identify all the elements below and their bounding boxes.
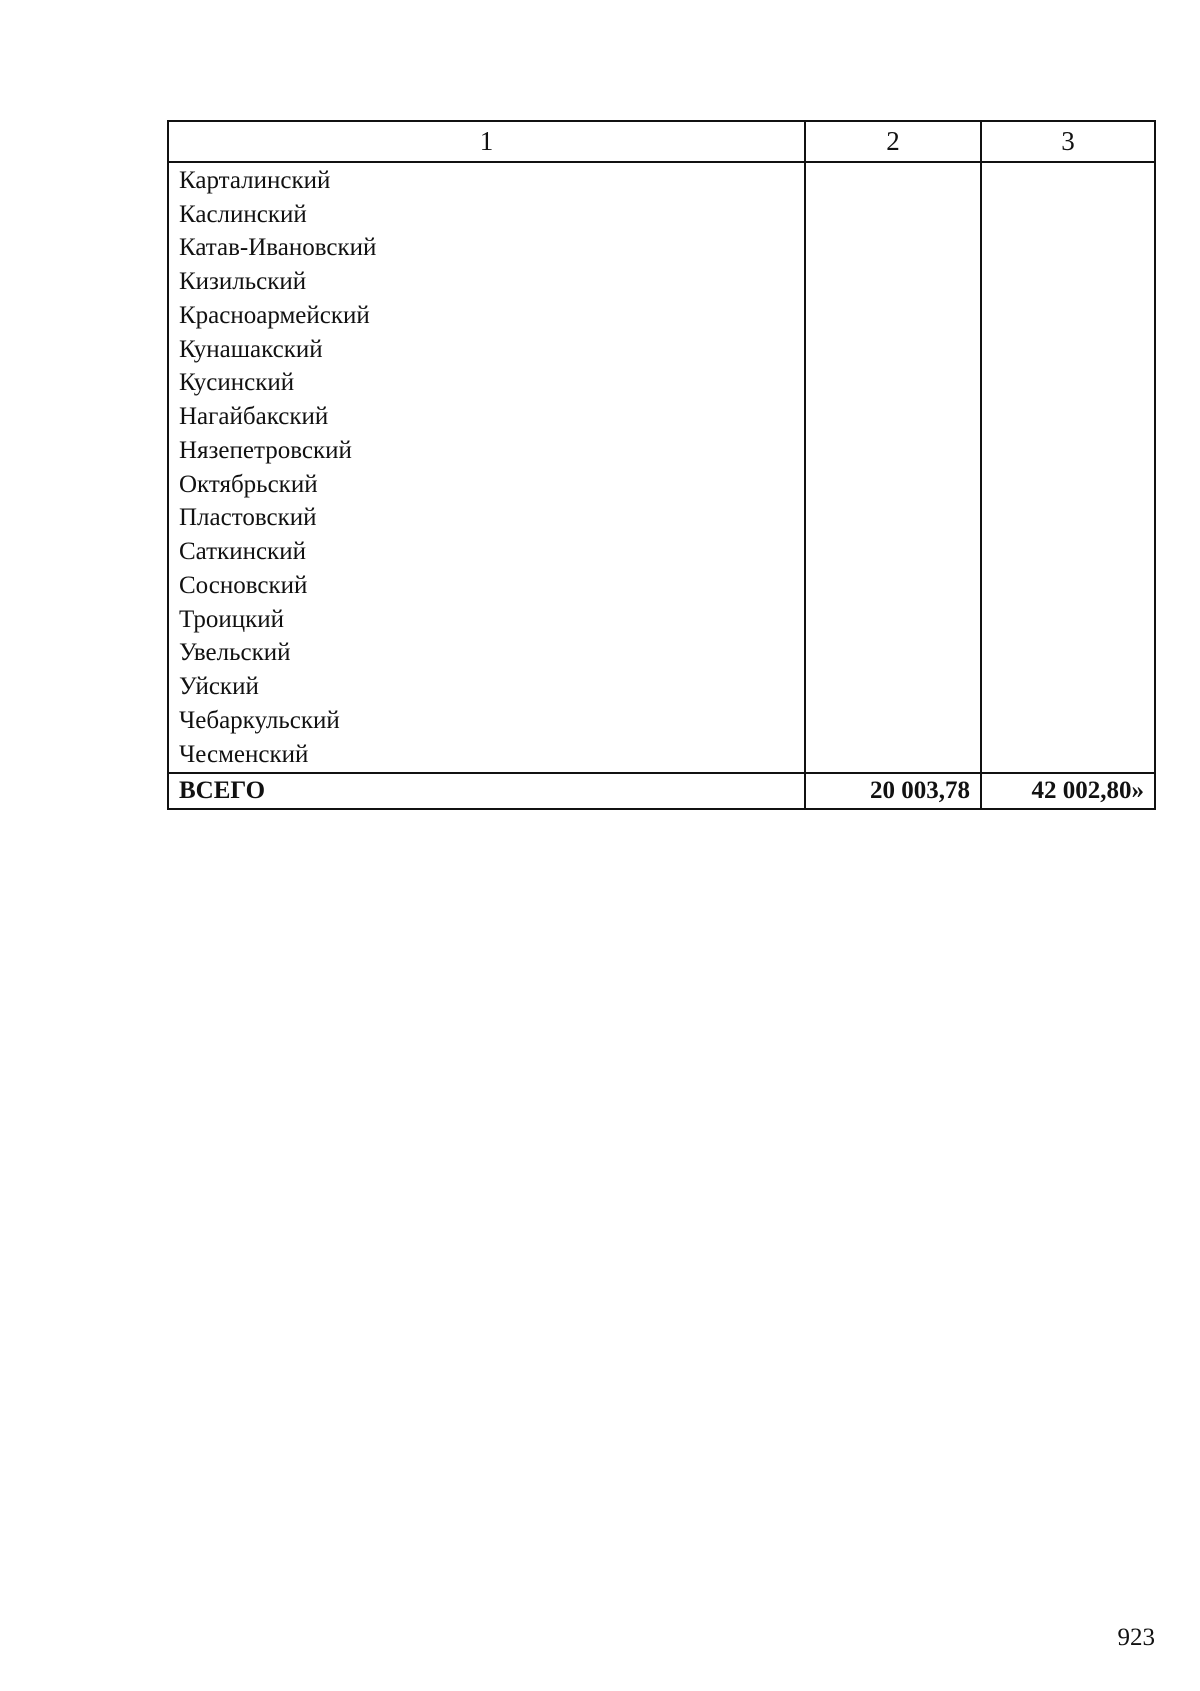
district-name: Кусинский	[168, 367, 805, 401]
value-col-3	[981, 468, 1155, 502]
table-row	[168, 265, 1155, 299]
value-col-2	[805, 299, 981, 333]
header-col-2: 2	[805, 121, 981, 162]
district-name: Троицкий	[168, 603, 805, 637]
value-col-2	[805, 502, 981, 536]
table-footer	[168, 773, 1155, 809]
value-col-2	[805, 333, 981, 367]
table-row	[168, 704, 1155, 738]
table-row	[168, 670, 1155, 704]
total-row	[168, 773, 1155, 809]
value-col-2	[805, 637, 981, 671]
value-col-3	[981, 198, 1155, 232]
value-col-2	[805, 265, 981, 299]
value-col-2	[805, 367, 981, 401]
table-row	[168, 535, 1155, 569]
value-col-2	[805, 670, 981, 704]
total-label: ВСЕГО	[168, 773, 805, 809]
value-col-2	[805, 232, 981, 266]
value-col-3	[981, 637, 1155, 671]
district-name: Катав-Ивановский	[168, 232, 805, 266]
value-col-3	[981, 502, 1155, 536]
table-row	[168, 738, 1155, 773]
district-name: Пластовский	[168, 502, 805, 536]
table-row	[168, 400, 1155, 434]
value-col-3	[981, 603, 1155, 637]
value-col-3	[981, 704, 1155, 738]
district-name: Уйский	[168, 670, 805, 704]
district-name: Нагайбакский	[168, 400, 805, 434]
district-name: Чебаркульский	[168, 704, 805, 738]
table-row	[168, 162, 1155, 198]
district-name: Сосновский	[168, 569, 805, 603]
district-name: Чесменский	[168, 738, 805, 773]
table-row	[168, 434, 1155, 468]
district-name: Октябрьский	[168, 468, 805, 502]
table-row	[168, 333, 1155, 367]
page-number: 923	[1117, 1624, 1155, 1651]
value-col-3	[981, 333, 1155, 367]
table-row	[168, 367, 1155, 401]
total-col-2: 20 003,78	[805, 773, 981, 809]
value-col-3	[981, 670, 1155, 704]
value-col-3	[981, 232, 1155, 266]
table-body	[168, 162, 1155, 773]
total-col-3: 42 002,80»	[981, 773, 1155, 809]
value-col-2	[805, 603, 981, 637]
table-row	[168, 637, 1155, 671]
district-name: Карталинский	[168, 162, 805, 198]
table-row	[168, 299, 1155, 333]
table-row	[168, 198, 1155, 232]
header-col-1: 1	[168, 121, 805, 162]
district-name: Кунашакский	[168, 333, 805, 367]
value-col-3	[981, 569, 1155, 603]
table-row	[168, 232, 1155, 266]
table-row	[168, 569, 1155, 603]
table-row	[168, 502, 1155, 536]
district-name: Саткинский	[168, 535, 805, 569]
value-col-3	[981, 434, 1155, 468]
value-col-2	[805, 162, 981, 198]
header-row	[168, 121, 1155, 162]
value-col-2	[805, 738, 981, 773]
table-row	[168, 468, 1155, 502]
value-col-2	[805, 468, 981, 502]
district-name: Кизильский	[168, 265, 805, 299]
district-name: Красноармейский	[168, 299, 805, 333]
district-name: Каслинский	[168, 198, 805, 232]
table-header	[168, 121, 1155, 162]
header-col-3: 3	[981, 121, 1155, 162]
value-col-3	[981, 299, 1155, 333]
value-col-2	[805, 400, 981, 434]
value-col-2	[805, 434, 981, 468]
value-col-3	[981, 367, 1155, 401]
value-col-3	[981, 400, 1155, 434]
value-col-3	[981, 162, 1155, 198]
value-col-3	[981, 738, 1155, 773]
value-col-2	[805, 569, 981, 603]
table-row	[168, 603, 1155, 637]
value-col-2	[805, 704, 981, 738]
district-name: Увельский	[168, 637, 805, 671]
value-col-3	[981, 535, 1155, 569]
value-col-3	[981, 265, 1155, 299]
value-col-2	[805, 535, 981, 569]
value-col-2	[805, 198, 981, 232]
data-table	[167, 120, 1156, 810]
district-name: Нязепетровский	[168, 434, 805, 468]
